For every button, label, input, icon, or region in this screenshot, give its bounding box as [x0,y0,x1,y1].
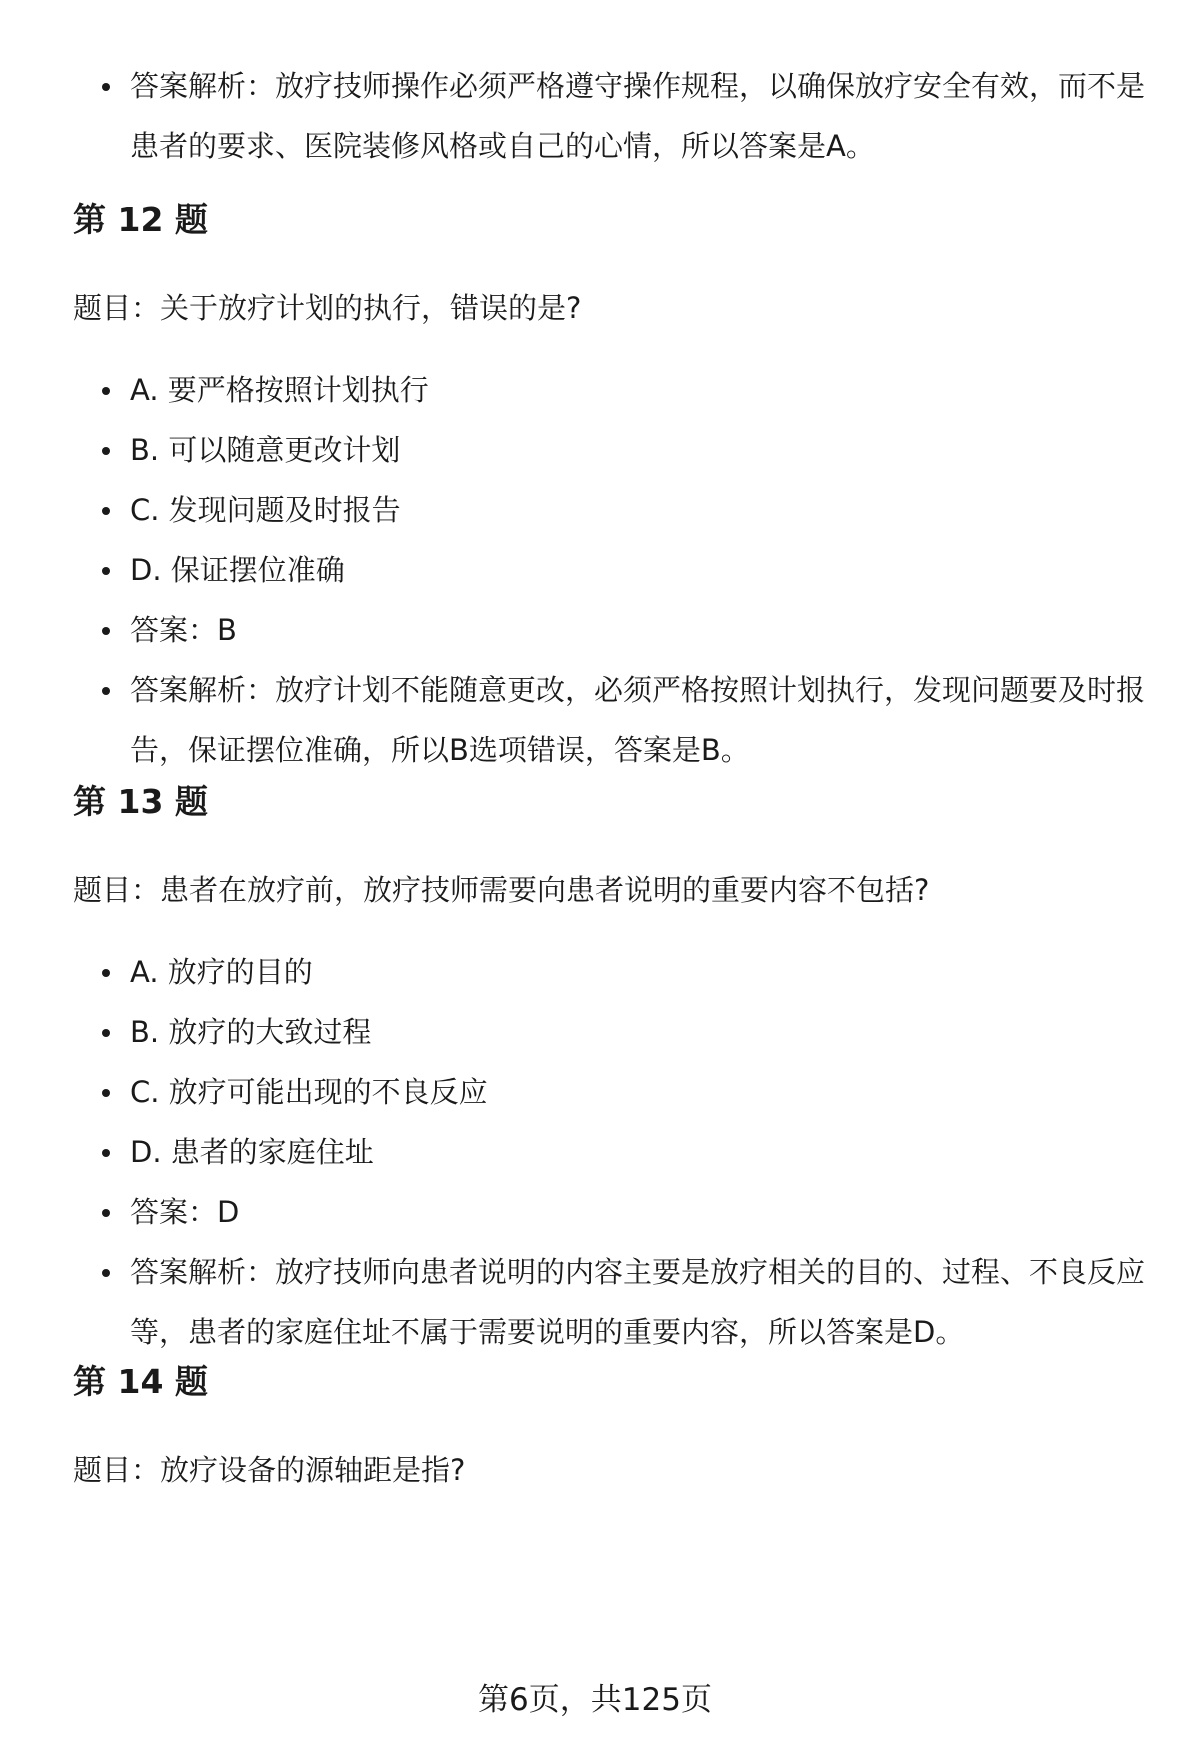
option-d: D. 患者的家庭住址 [0,1122,1190,1182]
option-c: C. 放疗可能出现的不良反应 [0,1062,1190,1122]
question-12-heading: 第 12 题 [73,200,208,239]
option-a: A. 放疗的目的 [0,942,1190,1002]
explanation-item: 答案解析：放疗计划不能随意更改，必须严格按照计划执行，发现问题要及时报告，保证摆位准确，所以B选项错误，答案是B。 [0,660,1190,780]
option-b: B. 可以随意更改计划 [0,420,1190,480]
option-c: C. 发现问题及时报告 [0,480,1190,540]
answer-item: 答案：D [0,1182,1190,1242]
explanation-item: 答案解析：放疗技师操作必须严格遵守操作规程，以确保放疗安全有效，而不是患者的要求、医院装修风格或自己的心情，所以答案是A。 [0,56,1190,176]
answer-list [0,56,1190,176]
option-b: B. 放疗的大致过程 [0,1002,1190,1062]
question-13-heading: 第 13 题 [73,782,208,821]
option-a: A. 要严格按照计划执行 [0,360,1190,420]
option-list [0,360,1190,780]
option-d: D. 保证摆位准确 [0,540,1190,600]
question-12-text: 题目：关于放疗计划的执行，错误的是? [73,291,582,325]
question-12-options-block [0,360,1190,780]
answer-item: 答案：B [0,600,1190,660]
question-13-text: 题目：患者在放疗前，放疗技师需要向患者说明的重要内容不包括? [73,873,930,907]
question-14-heading: 第 14 题 [73,1362,208,1401]
question-13-options-block [0,942,1190,1362]
previous-question-explanation-block [0,56,1190,176]
explanation-item: 答案解析：放疗技师向患者说明的内容主要是放疗相关的目的、过程、不良反应等，患者的家庭住址不属于需要说明的重要内容，所以答案是D。 [0,1242,1190,1362]
option-list [0,942,1190,1362]
question-14-text: 题目：放疗设备的源轴距是指? [73,1453,466,1487]
page-number-footer: 第6页，共125页 [478,1682,712,1718]
